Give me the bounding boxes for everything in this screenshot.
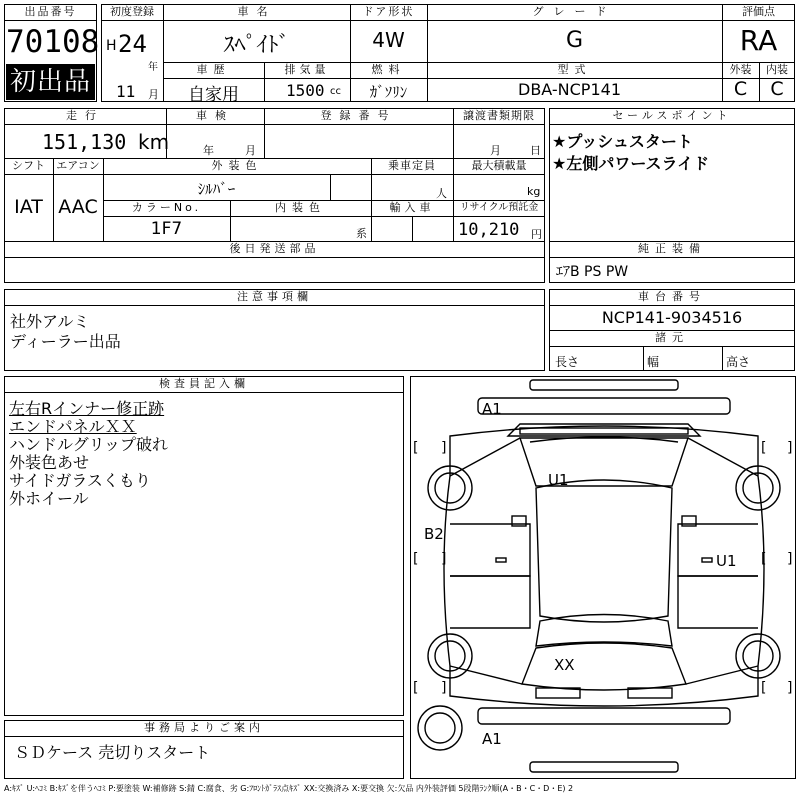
capacity-unit: 人 — [436, 187, 447, 200]
bracket-open-tl: [ — [413, 440, 419, 456]
import-label: 輸入車 — [389, 201, 435, 214]
auction-score: RA — [739, 24, 778, 57]
ac-label: エアコン — [56, 159, 100, 172]
bracket-open-tr: [ — [761, 440, 767, 456]
interior-color-unit: 系 — [356, 227, 367, 240]
office-text: ＳＤケース 売切りスタート — [14, 743, 211, 762]
bracket-open-mr: [ — [761, 551, 767, 567]
width-label: 幅 — [647, 355, 660, 369]
bracket-close-bl: ] — [441, 680, 447, 696]
exterior-grade: C — [733, 78, 748, 100]
interior-grade-label: 内装 — [766, 63, 788, 76]
sales-point-1: ★プッシュスタート — [552, 132, 693, 151]
shift-label: シフト — [12, 159, 45, 172]
office-label: 事務局よりご案内 — [144, 721, 264, 734]
first-listing-badge: 初出品 — [6, 64, 95, 100]
exterior-grade-label: 外装 — [729, 63, 752, 76]
bracket-close-mr: ] — [787, 551, 793, 567]
door-type: 4W — [372, 28, 405, 52]
displacement-unit: cc — [330, 86, 341, 97]
chassis-label: 車台番号 — [638, 290, 706, 303]
grade: G — [565, 28, 584, 53]
bracket-close-br: ] — [787, 680, 793, 696]
door-label: ドア形状 — [362, 5, 415, 18]
displacement: 1500 — [286, 81, 325, 100]
inspector-line-4: 外装色あせ — [9, 453, 90, 472]
dims-label: 諸元 — [655, 331, 689, 344]
bracket-close-ml: ] — [441, 551, 447, 567]
transfer-label: 譲渡書類期限 — [463, 109, 535, 122]
reg-month-unit: 月 — [148, 88, 159, 101]
capacity-label: 乗車定員 — [388, 159, 436, 172]
displacement-label: 排気量 — [284, 63, 330, 76]
car-body-diagram — [410, 376, 796, 779]
mileage-unit: km — [138, 130, 170, 154]
score-label: 評価点 — [742, 5, 775, 18]
bracket-open-bl: [ — [413, 680, 419, 696]
sales-point-2: ★左側パワースライド — [552, 154, 710, 173]
first-reg-label: 初度登録 — [110, 5, 154, 18]
damage-mark-roof: U1 — [548, 471, 569, 489]
damage-mark-right-side: U1 — [716, 552, 737, 570]
bracket-close-tl: ] — [441, 440, 447, 456]
car-name: ｽﾍﾟｲﾄﾞ — [223, 33, 290, 58]
damage-mark-rear-panel: XX — [554, 656, 575, 674]
inspector-label: 検査員記入欄 — [159, 377, 249, 390]
model-code-label: 型式 — [557, 63, 592, 76]
reg-month: 11 — [116, 82, 136, 101]
inspector-line-5: サイドガラスくもり — [9, 471, 151, 490]
max-load-unit: kg — [527, 185, 541, 198]
transfer-day-unit: 日 — [530, 144, 541, 157]
exterior-color: ｼﾙﾊﾞｰ — [197, 180, 236, 198]
recycle-fee: 10,210 — [458, 220, 520, 240]
inspector-line-6: 外ホイール — [9, 489, 89, 508]
grade-label: グレード — [532, 5, 617, 18]
damage-mark-rear: A1 — [482, 730, 502, 748]
equipment: ｴｱB PS PW — [556, 264, 629, 280]
fuel-label: 燃料 — [371, 63, 406, 76]
lot-number: 70108 — [6, 24, 100, 60]
recycle-unit: 円 — [531, 228, 542, 241]
color-no-label: カラーNo. — [131, 201, 202, 214]
mileage-label: 走行 — [66, 109, 104, 122]
max-load-label: 最大積載量 — [471, 159, 527, 172]
notes-line-2: ディーラー出品 — [10, 332, 121, 351]
reg-year: 24 — [118, 30, 147, 58]
model-code: DBA-NCP141 — [518, 80, 621, 99]
shift: IAT — [14, 196, 43, 218]
later-parts-label: 後日発送部品 — [229, 242, 320, 255]
damage-mark-front: A1 — [482, 400, 502, 418]
ac: AAC — [58, 196, 98, 218]
height-label: 高さ — [726, 355, 751, 369]
exterior-color-label: 外装色 — [211, 159, 263, 172]
inspector-line-1: 左右Rインナー修正跡 — [9, 399, 165, 418]
inspector-line-3: ハンドルグリップ破れ — [9, 435, 169, 454]
reg-year-unit: 年 — [148, 62, 158, 73]
fuel: ｶﾞｿﾘﾝ — [369, 83, 408, 101]
recycle-label: リサイクル預託金 — [459, 202, 539, 213]
color-no: 1F7 — [150, 219, 183, 239]
history-label: 車歴 — [196, 63, 231, 76]
car-name-label: 車名 — [237, 5, 276, 18]
damage-mark-left-side: B2 — [424, 525, 444, 543]
era: H — [106, 38, 117, 54]
interior-grade: C — [770, 78, 784, 100]
bracket-open-ml: [ — [413, 551, 419, 567]
chassis-number: NCP141-9034516 — [601, 308, 743, 327]
length-label: 長さ — [555, 355, 580, 369]
plate-label: 登録番号 — [320, 109, 397, 122]
bracket-close-tr: ] — [787, 440, 793, 456]
inspection-year-unit: 年 — [203, 144, 214, 157]
equipment-label: 純正装備 — [638, 242, 706, 255]
legend: A:ｷｽﾞ U:ﾍｺﾐ B:ｷｽﾞを伴うﾍｺﾐ P:要塗装 W:補修跡 S:錆 C:腐食、劣 G:ﾌﾛﾝﾄｶﾞﾗｽ点ｷｽﾞ XX:交換済み X:要交換 欠:欠品 内外装評価 5段階ﾗﾝｸ順(A・B・C・D・E) 2 — [4, 784, 574, 793]
inspection-month-unit: 月 — [245, 144, 256, 157]
notes-label: 注意事項欄 — [237, 290, 312, 303]
interior-color-label: 内装色 — [275, 201, 326, 214]
notes-line-1: 社外アルミ — [10, 312, 90, 331]
inspection-label: 車検 — [196, 109, 234, 122]
history: 自家用 — [188, 85, 239, 105]
mileage: 151,130 — [42, 130, 127, 154]
lot-label: 出品番号 — [24, 5, 77, 18]
bracket-open-br: [ — [761, 680, 767, 696]
transfer-month-unit: 月 — [490, 144, 501, 157]
inspector-line-2: エンドパネルＸＸ — [9, 417, 137, 436]
sales-points-label: セールスポイント — [612, 109, 732, 122]
